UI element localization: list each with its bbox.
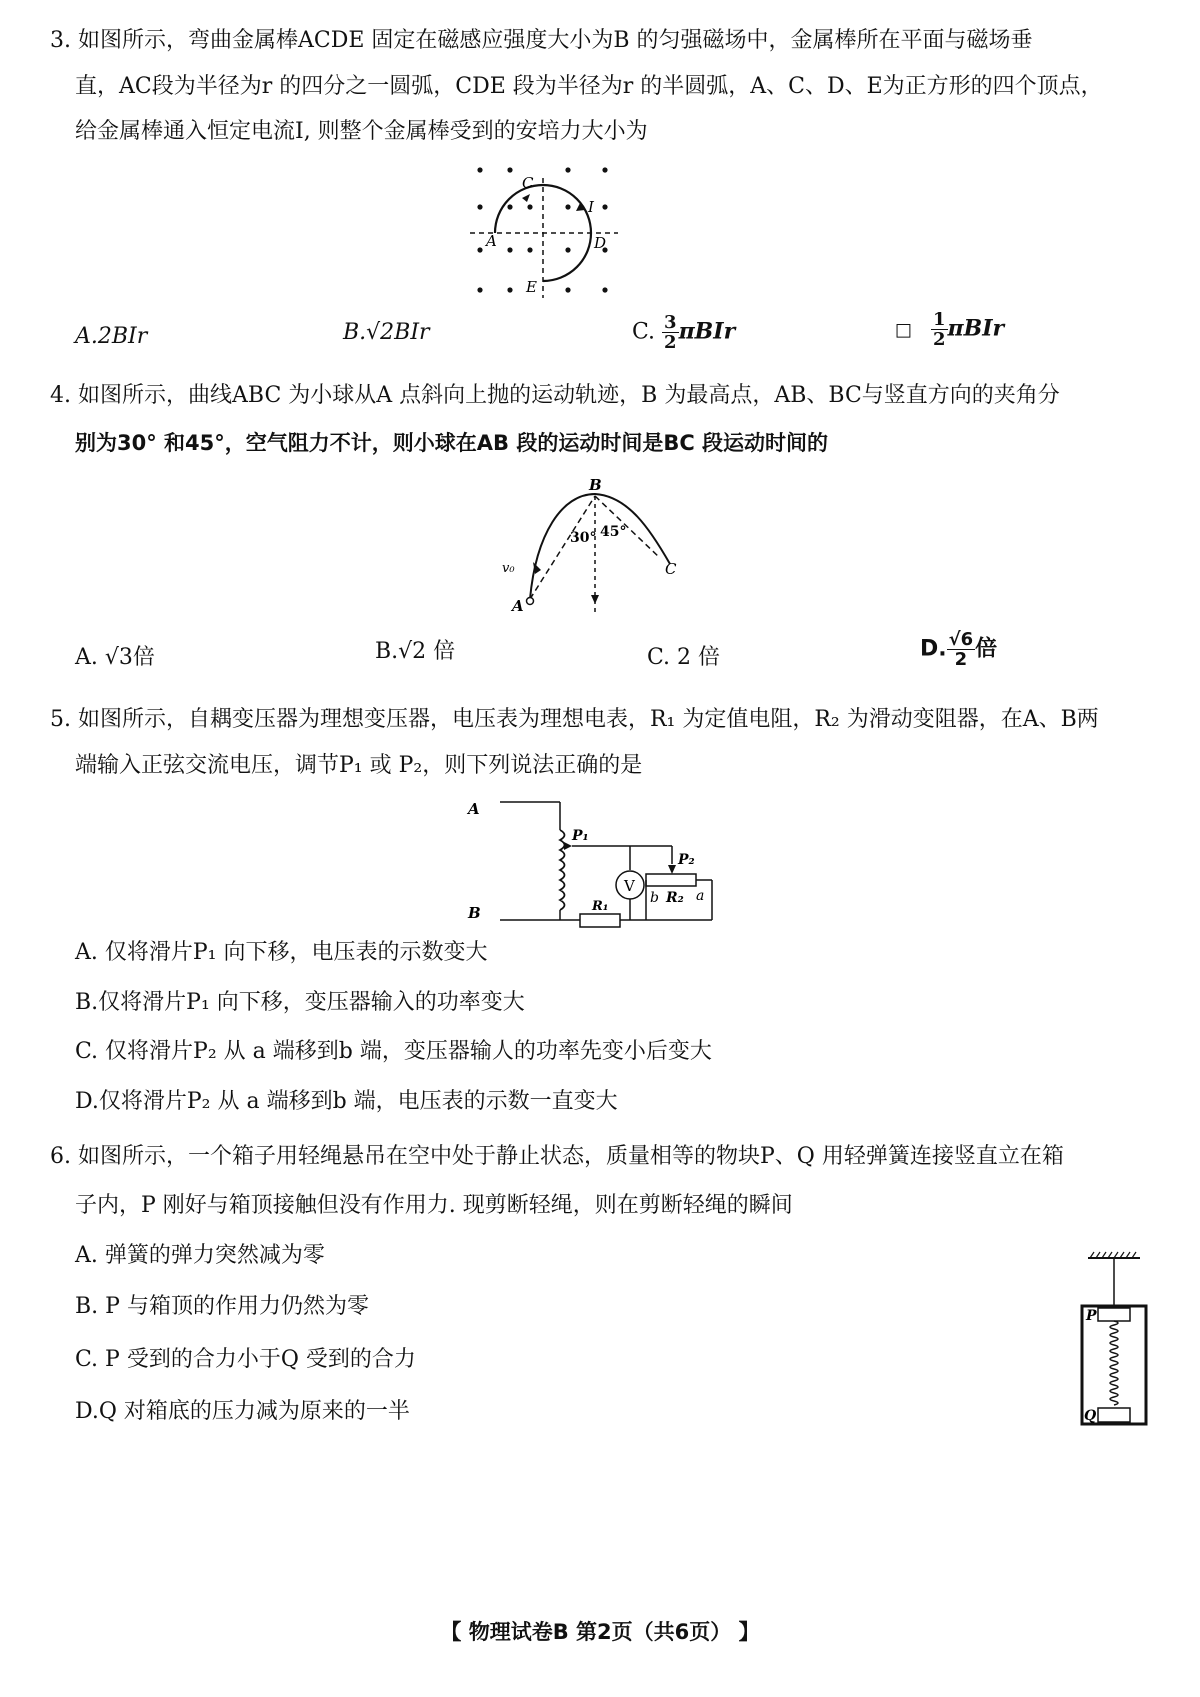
label-r2: R₂ — [666, 890, 684, 906]
label-i: I — [588, 198, 594, 216]
label-p: P — [1086, 1308, 1097, 1324]
angle-45-label: 45° — [600, 524, 627, 540]
field-dots — [477, 167, 607, 292]
rheostat-r2 — [646, 874, 696, 886]
q4-option-c[interactable]: C. 2 倍 — [647, 645, 721, 670]
label-d: D — [594, 234, 607, 252]
q5-stem-line-1: 5. 如图所示，自耦变压器为理想变压器，电压表为理想电表，R₁ 为定值电阻，R₂ 为滑动变阻器，在A、B两 — [50, 707, 1099, 732]
label-q: Q — [1084, 1408, 1097, 1424]
q3-option-c[interactable] — [632, 313, 735, 352]
q4-option-d-fraction: $\frac{√6}{2}$ — [948, 629, 974, 670]
q6-box-spring-figure — [1060, 1250, 1160, 1430]
q3-option-a[interactable]: A.2BIr — [75, 324, 148, 349]
q6-option-d[interactable]: D.Q 对箱底的压力减为原来的一半 — [75, 1399, 410, 1424]
q5-transformer-circuit — [468, 790, 725, 940]
q5-option-c[interactable]: C. 仅将滑片P₂ 从 a 端移到b 端，变压器输人的功率先变小后变大 — [75, 1039, 712, 1064]
arc-ac — [495, 185, 543, 233]
slider-p1-arrow — [564, 842, 572, 850]
label-a: A — [486, 232, 497, 250]
q4-option-d-prefix: D. — [920, 636, 947, 662]
label-e: E — [526, 278, 537, 296]
q4-option-a[interactable]: A. √3倍 — [75, 645, 155, 670]
q3-stem-line-3: 给金属棒通入恒定电流I, 则整个金属棒受到的安培力大小为 — [75, 119, 648, 144]
label-p1: P₁ — [572, 828, 589, 844]
label-a: A — [512, 597, 524, 615]
q6-option-a[interactable]: A. 弹簧的弹力突然减为零 — [75, 1243, 325, 1268]
q6-option-c[interactable]: C. P 受到的合力小于Q 受到的合力 — [75, 1347, 416, 1372]
label-a: A — [468, 800, 480, 818]
label-p2: P₂ — [678, 852, 695, 868]
q4-option-d[interactable] — [920, 630, 997, 669]
block-p — [1098, 1308, 1130, 1321]
label-small-a: a — [696, 888, 705, 904]
label-small-b: b — [650, 890, 659, 906]
current-arrow-ac — [522, 194, 530, 202]
q3-option-d-prefix: □ — [895, 319, 913, 341]
label-c: C — [665, 560, 677, 578]
q3-magnetic-field-figure — [470, 160, 620, 300]
start-point-a — [527, 598, 534, 605]
resistor-r1 — [580, 914, 620, 927]
q6-stem-line-2: 子内，P 刚好与箱顶接触但没有作用力. 现剪断轻绳，则在剪断轻绳的瞬间 — [75, 1193, 793, 1218]
label-b: B — [468, 904, 481, 922]
q3-stem-line-2: 直，AC段为半径为r 的四分之一圆弧，CDE 段为半径为r 的半圆弧，A、C、D、E为正方形的四个顶点， — [75, 74, 1103, 99]
q4-option-d-suffix: 倍 — [975, 636, 998, 662]
label-b: B — [589, 476, 602, 494]
label-r1: R₁ — [592, 899, 609, 914]
spring — [1110, 1321, 1118, 1405]
q3-option-d-fraction: $\frac{1}{2}$ — [933, 309, 946, 350]
q5-option-d[interactable]: D.仅将滑片P₂ 从 a 端移到b 端，电压表的示数一直变大 — [75, 1089, 618, 1114]
q3-option-d[interactable] — [895, 310, 1004, 349]
q4-stem-line-1: 4. 如图所示，曲线ABC 为小球从A 点斜向上抛的运动轨迹，B 为最高点，AB、BC与竖直方向的夹角分 — [50, 383, 1060, 408]
label-c: C — [522, 174, 534, 192]
voltmeter-label: V — [624, 877, 635, 895]
q4-option-b[interactable]: B.√2 倍 — [375, 639, 456, 664]
label-v0: v₀ — [502, 561, 515, 576]
autotransformer-coil — [560, 830, 565, 910]
q3-stem-line-1: 3. 如图所示，弯曲金属棒ACDE 固定在磁感应强度大小为B 的匀强磁场中，金属棒所在平面与磁场垂 — [50, 28, 1033, 53]
q3-option-c-expr: πBIr — [678, 318, 736, 345]
q6-option-b[interactable]: B. P 与箱顶的作用力仍然为零 — [75, 1294, 369, 1319]
page-footer: 【 物理试卷B 第2页（共6页） 】 — [440, 1620, 760, 1644]
q6-stem-line-1: 6. 如图所示，一个箱子用轻绳悬吊在空中处于静止状态，质量相等的物块P、Q 用轻弹簧连接竖直立在箱 — [50, 1144, 1064, 1169]
q4-projectile-figure — [500, 474, 690, 624]
q3-option-c-fraction: $\frac{3}{2}$ — [664, 312, 677, 353]
angle-30-label: 30° — [570, 530, 597, 546]
q3-option-d-expr: πBIr — [947, 315, 1005, 342]
q3-option-c-prefix: C. — [632, 319, 656, 345]
arc-cde — [543, 185, 591, 281]
q3-option-b[interactable]: B.√2BIr — [343, 320, 430, 345]
slider-p2-arrow — [668, 865, 676, 874]
q5-option-b[interactable]: B.仅将滑片P₁ 向下移，变压器输入的功率变大 — [75, 990, 525, 1015]
vertical-arrow — [591, 595, 599, 604]
q4-stem-line-2: 别为30° 和45°，空气阻力不计，则小球在AB 段的运动时间是BC 段运动时间的 — [75, 431, 829, 455]
q5-stem-line-2: 端输入正弦交流电压，调节P₁ 或 P₂，则下列说法正确的是 — [75, 753, 643, 778]
block-q — [1098, 1408, 1130, 1422]
q5-option-a[interactable]: A. 仅将滑片P₁ 向下移，电压表的示数变大 — [75, 940, 488, 965]
